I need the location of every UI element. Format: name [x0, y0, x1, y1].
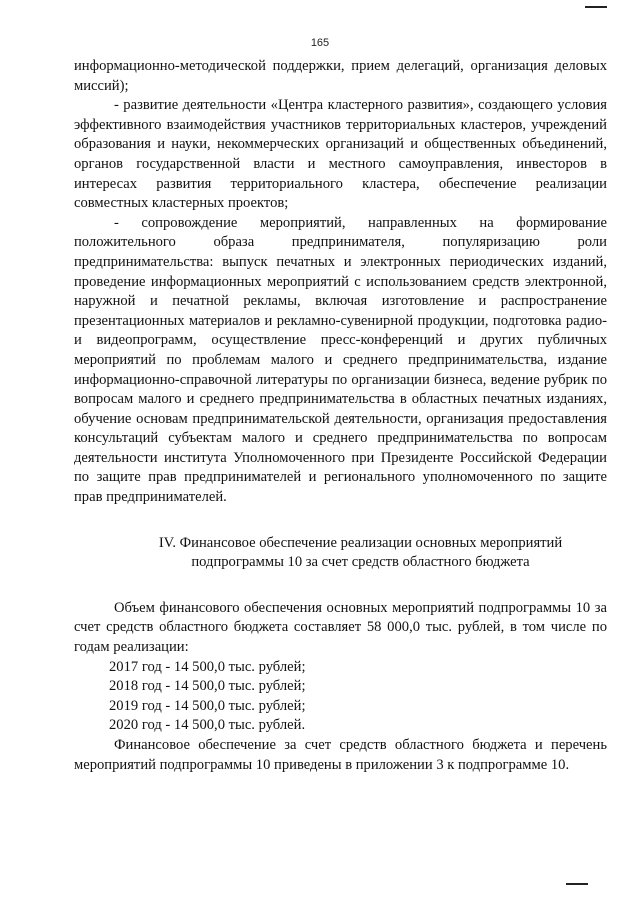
section-heading	[74, 534, 607, 573]
paragraph-entrepreneur-image: - сопровождение мероприятий, направленных на формирование положительного образа предпринимателя, популяризацию роли предпринимательства: выпуск печатных и электронных периодических изданий, проведение информационных мероприятий с использованием средств электронной, наружной и печатной рекламы, включая изготовление и распространение презентационных материалов и рекламно-сувенирной продукции, подготовка радио- и видеопрограмм, осуществление пресс-конференций и других публичных мероприятий по проблемам малого и среднего предпринимательства, издание информационно-справочной литературы по организации бизнеса, ведение рубрик по вопросам малого и среднего предпринимательства в областных печатных изданиях, обучение основам предпринимательской деятельности, организация предоставления консультаций субъектам малого и среднего предпринимательства по вопросам деятельности института Уполномоченного при Президенте Российской Федерации по защите прав предпринимателей и регионального уполномоченного по защите прав предпринимателей.	[74, 214, 607, 506]
funding-intro: Объем финансового обеспечения основных мероприятий подпрограммы 10 за счет средств областного бюджета составляет 58 000,0 тыс. рублей, в том числе по годам реализации:	[74, 599, 607, 656]
paragraph-continuation: информационно-методической поддержки, прием делегаций, организация деловых миссий);	[74, 58, 607, 94]
funding-year-2017: 2017 год - 14 500,0 тыс. рублей;	[109, 658, 306, 675]
corner-mark-top	[585, 6, 607, 8]
funding-year-2020: 2020 год - 14 500,0 тыс. рублей.	[109, 717, 306, 734]
corner-mark-bottom	[566, 883, 588, 885]
paragraph-cluster-center: - развитие деятельности «Центра кластерного развития», создающего условия эффективного взаимодействия участников территориальных кластеров, учреждений образования и науки, некоммерческих организаций и общественных объединений, органов государственной власти и местного самоуправления, инвесторов в интересах развития территориального кластера, обеспечение реализации совместных кластерных проектов;	[74, 97, 607, 212]
funding-year-2019: 2019 год - 14 500,0 тыс. рублей;	[109, 697, 306, 714]
section-heading-line-2: подпрограммы 10 за счет средств областного бюджета	[191, 554, 530, 571]
funding-year-2018: 2018 год - 14 500,0 тыс. рублей;	[109, 678, 306, 695]
page-number: 165	[310, 37, 330, 49]
section-heading-line-1: IV. Финансовое обеспечение реализации основных мероприятий	[158, 534, 563, 551]
document-body	[74, 57, 607, 775]
funding-closing: Финансовое обеспечение за счет средств областного бюджета и перечень мероприятий подпрограммы 10 приведены в приложении 3 к подпрограмме 10.	[74, 737, 607, 773]
